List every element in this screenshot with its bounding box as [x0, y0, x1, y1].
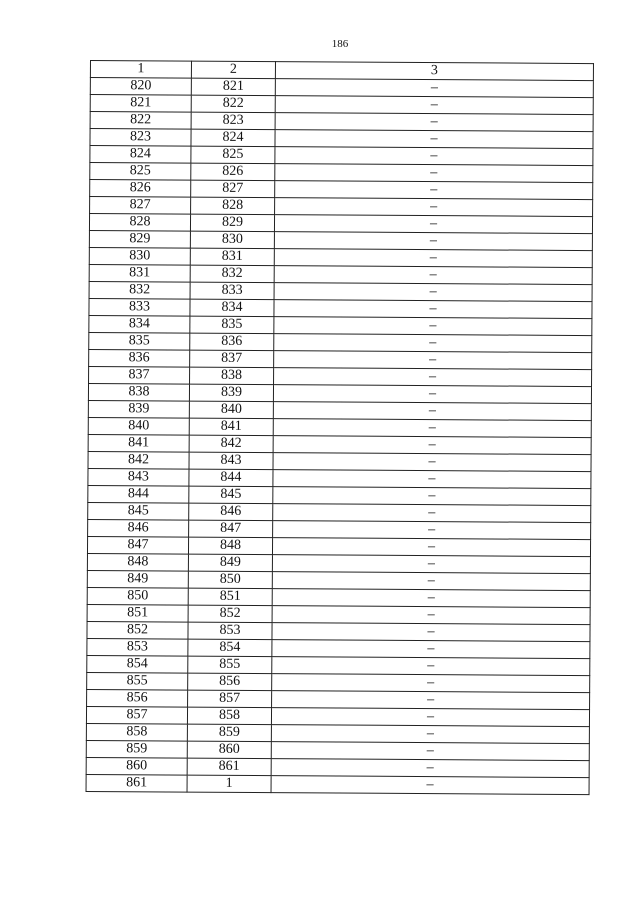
table-cell-col1: 854	[87, 655, 188, 673]
table-cell-col3: –	[275, 147, 593, 166]
table-cell-col1: 855	[87, 672, 188, 690]
table-cell-col2: 830	[190, 231, 274, 249]
table-cell-col1: 830	[89, 247, 190, 265]
table-cell-col3: –	[271, 776, 589, 795]
table-cell-col2: 841	[189, 418, 273, 436]
table-cell-col2: 843	[189, 452, 273, 470]
table-row	[86, 774, 589, 794]
table-cell-col2: 842	[189, 435, 273, 453]
table-cell-col3: –	[273, 470, 591, 489]
table-cell-col1: 821	[90, 95, 191, 113]
table-cell-col3: –	[274, 317, 592, 336]
table-cell-col3: –	[274, 249, 592, 268]
table-cell-col1: 853	[87, 638, 188, 656]
table-cell-col2: 831	[190, 248, 274, 266]
table-cell-col3: –	[273, 385, 591, 404]
table-cell-col1: 839	[88, 400, 189, 418]
table-cell-col2: 852	[188, 605, 272, 623]
table-cell-col3: –	[274, 334, 592, 353]
table-cell-col1: 834	[89, 315, 190, 333]
table-cell-col1: 852	[87, 621, 188, 639]
table-cell-col2: 845	[189, 486, 273, 504]
table-cell-col3: –	[272, 555, 590, 574]
column-header-3: 3	[275, 62, 593, 81]
page-number: 186	[331, 38, 349, 50]
table-cell-col1: 835	[89, 332, 190, 350]
table-cell-col1: 831	[89, 264, 190, 282]
table-cell-col2: 840	[189, 401, 273, 419]
table-cell-col3: –	[272, 538, 590, 557]
table-cell-col1: 827	[90, 197, 191, 215]
table-cell-col2: 851	[188, 588, 272, 606]
table-cell-col3: –	[274, 283, 592, 302]
table-cell-col1: 841	[88, 434, 189, 452]
table-cell-col1: 848	[87, 553, 188, 571]
table-cell-col1: 844	[88, 485, 189, 503]
column-header-1: 1	[90, 61, 191, 79]
table-cell-col1: 845	[88, 502, 189, 520]
table-cell-col1: 857	[86, 706, 187, 724]
table-cell-col1: 858	[86, 723, 187, 741]
table-cell-col1: 833	[89, 298, 190, 316]
table-cell-col2: 858	[187, 707, 271, 725]
table-cell-col1: 840	[88, 417, 189, 435]
table-cell-col3: –	[271, 759, 589, 778]
table-cell-col2: 857	[188, 690, 272, 708]
table-cell-col3: –	[272, 572, 590, 591]
table-cell-col1: 859	[86, 740, 187, 758]
table-cell-col1: 861	[86, 774, 187, 792]
table-cell-col3: –	[275, 198, 593, 217]
table-cell-col3: –	[271, 708, 589, 727]
table-cell-col3: –	[272, 674, 590, 693]
table-cell-col3: –	[273, 521, 591, 540]
table-cell-col3: –	[274, 300, 592, 319]
table-cell-col1: 847	[87, 536, 188, 554]
table-cell-col3: –	[272, 640, 590, 659]
table-cell-col1: 849	[87, 570, 188, 588]
table-cell-col2: 849	[188, 554, 272, 572]
table-cell-col2: 838	[190, 367, 274, 385]
table-cell-col2: 854	[188, 639, 272, 657]
table-cell-col1: 822	[90, 112, 191, 130]
table-cell-col1: 838	[88, 383, 189, 401]
table-cell-col1: 820	[90, 78, 191, 96]
table-cell-col2: 1	[187, 775, 271, 793]
table-cell-col3: –	[272, 623, 590, 642]
table-cell-col1: 836	[89, 349, 190, 367]
table-cell-col2: 836	[190, 333, 274, 351]
table-cell-col2: 855	[188, 656, 272, 674]
table-cell-col2: 860	[187, 741, 271, 759]
table-cell-col2: 824	[191, 129, 275, 147]
table-cell-col3: –	[274, 368, 592, 387]
table-cell-col2: 827	[191, 180, 275, 198]
table-cell-col3: –	[275, 113, 593, 132]
data-table	[86, 60, 594, 795]
table-cell-col2: 825	[191, 146, 275, 164]
table-cell-col3: –	[274, 232, 592, 251]
table-cell-col3: –	[272, 657, 590, 676]
table-cell-col1: 823	[90, 129, 191, 147]
table-cell-col2: 837	[190, 350, 274, 368]
table-cell-col2: 839	[189, 384, 273, 402]
table-cell-col2: 832	[190, 265, 274, 283]
table-cell-col1: 860	[86, 757, 187, 775]
table-cell-col2: 847	[189, 520, 273, 538]
table-cell-col1: 824	[90, 146, 191, 164]
table-cell-col2: 856	[188, 673, 272, 691]
table-cell-col2: 846	[189, 503, 273, 521]
table-cell-col2: 834	[190, 299, 274, 317]
table-cell-col3: –	[272, 589, 590, 608]
table-cell-col2: 844	[189, 469, 273, 487]
table-cell-col2: 821	[191, 78, 275, 96]
table-cell-col3: –	[273, 453, 591, 472]
table-cell-col1: 829	[89, 230, 190, 248]
table-cell-col3: –	[273, 504, 591, 523]
table-cell-col1: 825	[90, 163, 191, 181]
table-cell-col2: 859	[187, 724, 271, 742]
table-cell-col3: –	[275, 96, 593, 115]
table-cell-col2: 833	[190, 282, 274, 300]
table-cell-col3: –	[271, 742, 589, 761]
table-cell-col1: 837	[89, 366, 190, 384]
table-cell-col2: 828	[191, 197, 275, 215]
table-cell-col3: –	[273, 419, 591, 438]
table-cell-col1: 850	[87, 587, 188, 605]
table-cell-col1: 851	[87, 604, 188, 622]
table-cell-col3: –	[273, 402, 591, 421]
table-cell-col3: –	[274, 351, 592, 370]
table-cell-col1: 843	[88, 468, 189, 486]
table-cell-col3: –	[273, 487, 591, 506]
table-cell-col3: –	[274, 266, 592, 285]
table-cell-col1: 828	[89, 214, 190, 232]
table-cell-col3: –	[272, 691, 590, 710]
table-cell-col1: 826	[90, 180, 191, 198]
table-cell-col2: 848	[188, 537, 272, 555]
table-cell-col1: 856	[87, 689, 188, 707]
table-cell-col2: 822	[191, 95, 275, 113]
table-cell-col3: –	[272, 606, 590, 625]
table-cell-col3: –	[275, 130, 593, 149]
table-cell-col3: –	[271, 725, 589, 744]
table-cell-col3: –	[273, 436, 591, 455]
table-cell-col3: –	[275, 79, 593, 98]
table-cell-col1: 832	[89, 281, 190, 299]
table-cell-col2: 835	[190, 316, 274, 334]
table-cell-col1: 842	[88, 451, 189, 469]
table-cell-col2: 853	[188, 622, 272, 640]
table-cell-col3: –	[275, 164, 593, 183]
table-cell-col2: 850	[188, 571, 272, 589]
table-cell-col1: 846	[88, 519, 189, 537]
table-body	[86, 78, 593, 795]
table-cell-col2: 829	[190, 214, 274, 232]
column-header-2: 2	[191, 61, 275, 79]
table-cell-col2: 861	[187, 758, 271, 776]
table-cell-col3: –	[275, 181, 593, 200]
table-cell-col3: –	[274, 215, 592, 234]
table-cell-col2: 826	[191, 163, 275, 181]
table-cell-col2: 823	[191, 112, 275, 130]
